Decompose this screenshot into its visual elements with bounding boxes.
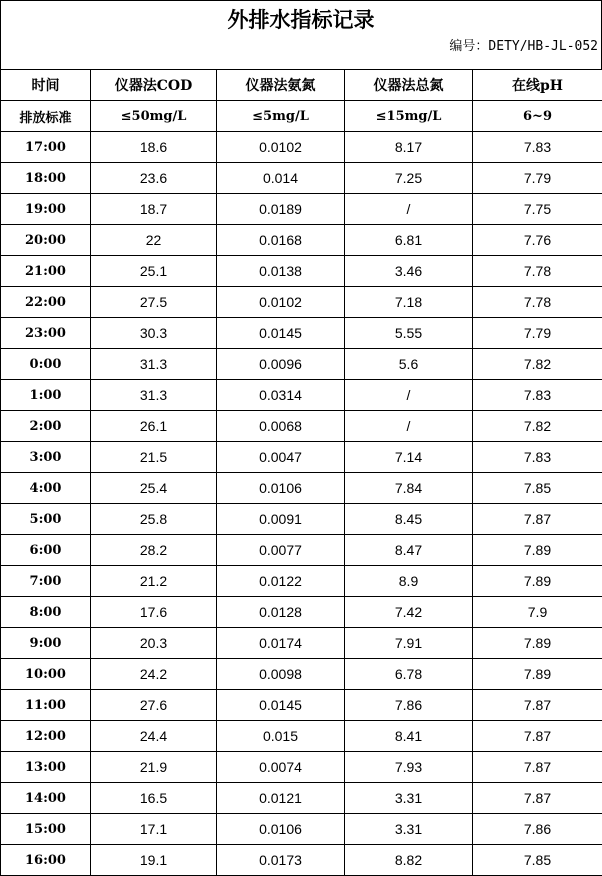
cell-total-nitrogen: 7.84 — [345, 473, 473, 504]
cell-total-nitrogen: 7.18 — [345, 287, 473, 318]
cell-ammonia: 0.015 — [217, 721, 345, 752]
standard-row — [1, 101, 602, 132]
cell-total-nitrogen: 7.86 — [345, 690, 473, 721]
cell-total-nitrogen: 8.82 — [345, 845, 473, 876]
cell-total-nitrogen: 7.93 — [345, 752, 473, 783]
cell-total-nitrogen: / — [345, 380, 473, 411]
cell-ammonia: 0.014 — [217, 163, 345, 194]
cell-ph: 7.85 — [473, 473, 602, 504]
cell-cod: 21.9 — [91, 752, 217, 783]
cell-time: 17:00 — [1, 132, 91, 163]
cell-ammonia: 0.0174 — [217, 628, 345, 659]
cell-time: 7:00 — [1, 566, 91, 597]
cell-ammonia: 0.0145 — [217, 318, 345, 349]
cell-cod: 25.1 — [91, 256, 217, 287]
cell-total-nitrogen: 7.25 — [345, 163, 473, 194]
cell-total-nitrogen: 3.46 — [345, 256, 473, 287]
cell-time: 0:00 — [1, 349, 91, 380]
cell-time: 9:00 — [1, 628, 91, 659]
cell-cod: 24.2 — [91, 659, 217, 690]
header-row — [1, 70, 602, 101]
table-row — [1, 628, 602, 659]
cell-ammonia: 0.0091 — [217, 504, 345, 535]
table-row — [1, 287, 602, 318]
cell-time: 12:00 — [1, 721, 91, 752]
cell-total-nitrogen: 6.81 — [345, 225, 473, 256]
cell-total-nitrogen: 8.41 — [345, 721, 473, 752]
cell-ph: 7.87 — [473, 504, 602, 535]
cell-time: 21:00 — [1, 256, 91, 287]
cell-ph: 7.87 — [473, 783, 602, 814]
cell-cod: 22 — [91, 225, 217, 256]
cell-ph: 7.9 — [473, 597, 602, 628]
cell-ph: 7.83 — [473, 380, 602, 411]
cell-total-nitrogen: 8.47 — [345, 535, 473, 566]
cell-cod: 25.4 — [91, 473, 217, 504]
cell-total-nitrogen: 3.31 — [345, 814, 473, 845]
cell-ammonia: 0.0102 — [217, 287, 345, 318]
cell-ph: 7.78 — [473, 256, 602, 287]
cell-ph: 7.75 — [473, 194, 602, 225]
cell-ammonia: 0.0106 — [217, 473, 345, 504]
table-row — [1, 163, 602, 194]
cell-total-nitrogen: 6.78 — [345, 659, 473, 690]
cell-ph: 7.79 — [473, 318, 602, 349]
cell-ph: 7.89 — [473, 535, 602, 566]
cell-time: 5:00 — [1, 504, 91, 535]
cell-cod: 18.6 — [91, 132, 217, 163]
cell-ammonia: 0.0314 — [217, 380, 345, 411]
cell-cod: 20.3 — [91, 628, 217, 659]
document-code: 编号：DETY/HB-JL-052 — [449, 39, 598, 54]
cell-total-nitrogen: 8.9 — [345, 566, 473, 597]
discharge-table — [0, 69, 602, 876]
cell-ph: 7.78 — [473, 287, 602, 318]
table-row — [1, 473, 602, 504]
cell-cod: 23.6 — [91, 163, 217, 194]
cell-time: 16:00 — [1, 845, 91, 876]
table-row — [1, 504, 602, 535]
table-row — [1, 349, 602, 380]
cell-ammonia: 0.0128 — [217, 597, 345, 628]
table-row — [1, 783, 602, 814]
cell-ph: 7.89 — [473, 566, 602, 597]
cell-ph: 7.82 — [473, 349, 602, 380]
table-row — [1, 721, 602, 752]
cell-time: 14:00 — [1, 783, 91, 814]
header-ph: 在线pH — [473, 70, 602, 101]
standard-cod: ≤50mg/L — [91, 101, 217, 132]
cell-ph: 7.85 — [473, 845, 602, 876]
table-row — [1, 318, 602, 349]
cell-ammonia: 0.0145 — [217, 690, 345, 721]
standard-label: 排放标准 — [1, 101, 91, 132]
cell-time: 1:00 — [1, 380, 91, 411]
cell-total-nitrogen: 5.6 — [345, 349, 473, 380]
table-row — [1, 597, 602, 628]
standard-total-nitrogen: ≤15mg/L — [345, 101, 473, 132]
table-row — [1, 659, 602, 690]
table-row — [1, 256, 602, 287]
cell-time: 11:00 — [1, 690, 91, 721]
cell-ph: 7.82 — [473, 411, 602, 442]
cell-ammonia: 0.0068 — [217, 411, 345, 442]
cell-cod: 27.5 — [91, 287, 217, 318]
cell-ammonia: 0.0047 — [217, 442, 345, 473]
table-row — [1, 814, 602, 845]
header-time: 时间 — [1, 70, 91, 101]
cell-cod: 18.7 — [91, 194, 217, 225]
table-row — [1, 380, 602, 411]
cell-total-nitrogen: / — [345, 194, 473, 225]
cell-ammonia: 0.0074 — [217, 752, 345, 783]
cell-ammonia: 0.0138 — [217, 256, 345, 287]
header-cod: 仪器法COD — [91, 70, 217, 101]
table-row — [1, 194, 602, 225]
cell-total-nitrogen: 7.42 — [345, 597, 473, 628]
cell-ammonia: 0.0106 — [217, 814, 345, 845]
cell-time: 6:00 — [1, 535, 91, 566]
cell-total-nitrogen: 7.14 — [345, 442, 473, 473]
cell-ammonia: 0.0098 — [217, 659, 345, 690]
cell-cod: 31.3 — [91, 349, 217, 380]
cell-total-nitrogen: 7.91 — [345, 628, 473, 659]
cell-cod: 25.8 — [91, 504, 217, 535]
cell-cod: 24.4 — [91, 721, 217, 752]
cell-time: 2:00 — [1, 411, 91, 442]
cell-time: 8:00 — [1, 597, 91, 628]
cell-time: 4:00 — [1, 473, 91, 504]
cell-cod: 27.6 — [91, 690, 217, 721]
cell-ph: 7.89 — [473, 628, 602, 659]
cell-cod: 21.2 — [91, 566, 217, 597]
cell-ammonia: 0.0102 — [217, 132, 345, 163]
cell-ph: 7.79 — [473, 163, 602, 194]
top-border — [0, 0, 602, 1]
table-row — [1, 845, 602, 876]
cell-time: 13:00 — [1, 752, 91, 783]
cell-ammonia: 0.0077 — [217, 535, 345, 566]
cell-cod: 30.3 — [91, 318, 217, 349]
cell-ammonia: 0.0189 — [217, 194, 345, 225]
standard-ammonia: ≤5mg/L — [217, 101, 345, 132]
cell-ph: 7.89 — [473, 659, 602, 690]
cell-total-nitrogen: 8.45 — [345, 504, 473, 535]
cell-ammonia: 0.0096 — [217, 349, 345, 380]
table-row — [1, 411, 602, 442]
cell-time: 22:00 — [1, 287, 91, 318]
cell-time: 3:00 — [1, 442, 91, 473]
cell-ph: 7.86 — [473, 814, 602, 845]
cell-cod: 19.1 — [91, 845, 217, 876]
table-row — [1, 566, 602, 597]
cell-time: 15:00 — [1, 814, 91, 845]
cell-ammonia: 0.0173 — [217, 845, 345, 876]
cell-total-nitrogen: 5.55 — [345, 318, 473, 349]
cell-cod: 17.6 — [91, 597, 217, 628]
cell-total-nitrogen: 8.17 — [345, 132, 473, 163]
cell-cod: 31.3 — [91, 380, 217, 411]
cell-ph: 7.83 — [473, 442, 602, 473]
table-row — [1, 752, 602, 783]
header-total-nitrogen: 仪器法总氮 — [345, 70, 473, 101]
cell-cod: 28.2 — [91, 535, 217, 566]
table-row — [1, 442, 602, 473]
cell-total-nitrogen: 3.31 — [345, 783, 473, 814]
cell-cod: 26.1 — [91, 411, 217, 442]
cell-ammonia: 0.0122 — [217, 566, 345, 597]
cell-ammonia: 0.0121 — [217, 783, 345, 814]
cell-ph: 7.87 — [473, 752, 602, 783]
cell-time: 10:00 — [1, 659, 91, 690]
cell-total-nitrogen: / — [345, 411, 473, 442]
cell-cod: 17.1 — [91, 814, 217, 845]
cell-time: 23:00 — [1, 318, 91, 349]
cell-time: 20:00 — [1, 225, 91, 256]
table-row — [1, 690, 602, 721]
standard-ph: 6~9 — [473, 101, 602, 132]
cell-time: 18:00 — [1, 163, 91, 194]
cell-cod: 16.5 — [91, 783, 217, 814]
table-row — [1, 225, 602, 256]
table-row — [1, 535, 602, 566]
cell-ammonia: 0.0168 — [217, 225, 345, 256]
page-title: 外排水指标记录 — [227, 7, 375, 32]
cell-ph: 7.87 — [473, 690, 602, 721]
cell-ph: 7.87 — [473, 721, 602, 752]
cell-time: 19:00 — [1, 194, 91, 225]
cell-cod: 21.5 — [91, 442, 217, 473]
cell-ph: 7.76 — [473, 225, 602, 256]
header-ammonia: 仪器法氨氮 — [217, 70, 345, 101]
cell-ph: 7.83 — [473, 132, 602, 163]
table-row — [1, 132, 602, 163]
